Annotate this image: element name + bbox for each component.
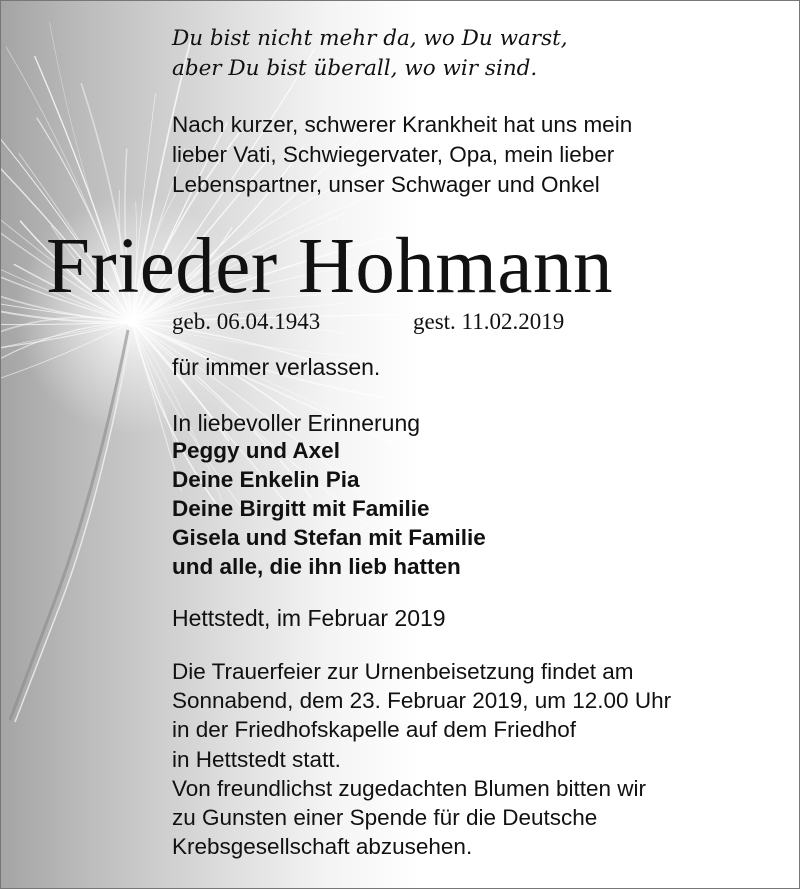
death-date: gest. 11.02.2019 <box>413 309 565 334</box>
funeral-line: zu Gunsten einer Spende für die Deutsche <box>172 805 598 831</box>
memory-line: In liebevoller Erinnerung <box>172 410 421 436</box>
place-date: Hettstedt, im Februar 2019 <box>172 605 446 631</box>
quote-line: Du bist nicht mehr da, wo Du warst, <box>172 26 568 51</box>
funeral-line: Krebsgesellschaft abzusehen. <box>172 834 473 860</box>
mourner: Deine Birgitt mit Familie <box>172 496 430 521</box>
funeral-details <box>172 657 671 861</box>
birth-date: geb. 06.04.1943 <box>172 309 321 334</box>
mourners-list <box>172 436 486 581</box>
intro-text <box>172 110 632 200</box>
mourner: Peggy und Axel <box>172 438 340 463</box>
mourner: Deine Enkelin Pia <box>172 467 360 492</box>
mourner: Gisela und Stefan mit Familie <box>172 525 486 550</box>
intro-line: lieber Vati, Schwiegervater, Opa, mein lieber <box>172 142 615 167</box>
funeral-line: in der Friedhofskapelle auf dem Friedhof <box>172 717 576 743</box>
deceased-name: Frieder Hohmann <box>46 223 613 310</box>
funeral-line: in Hettstedt statt. <box>172 746 341 772</box>
mourner: und alle, die ihn lieb hatten <box>172 554 461 579</box>
funeral-line: Von freundlichst zugedachten Blumen bitten wir <box>172 775 647 801</box>
passing-text: für immer verlassen. <box>172 354 381 380</box>
quote-line: aber Du bist überall, wo wir sind. <box>172 56 538 81</box>
funeral-line: Sonnabend, dem 23. Februar 2019, um 12.00 Uhr <box>172 688 672 714</box>
funeral-line: Die Trauerfeier zur Urnenbeisetzung findet am <box>172 659 634 684</box>
quote <box>172 24 568 84</box>
intro-line: Lebenspartner, unser Schwager und Onkel <box>172 172 600 197</box>
intro-line: Nach kurzer, schwerer Krankheit hat uns mein <box>172 112 633 137</box>
